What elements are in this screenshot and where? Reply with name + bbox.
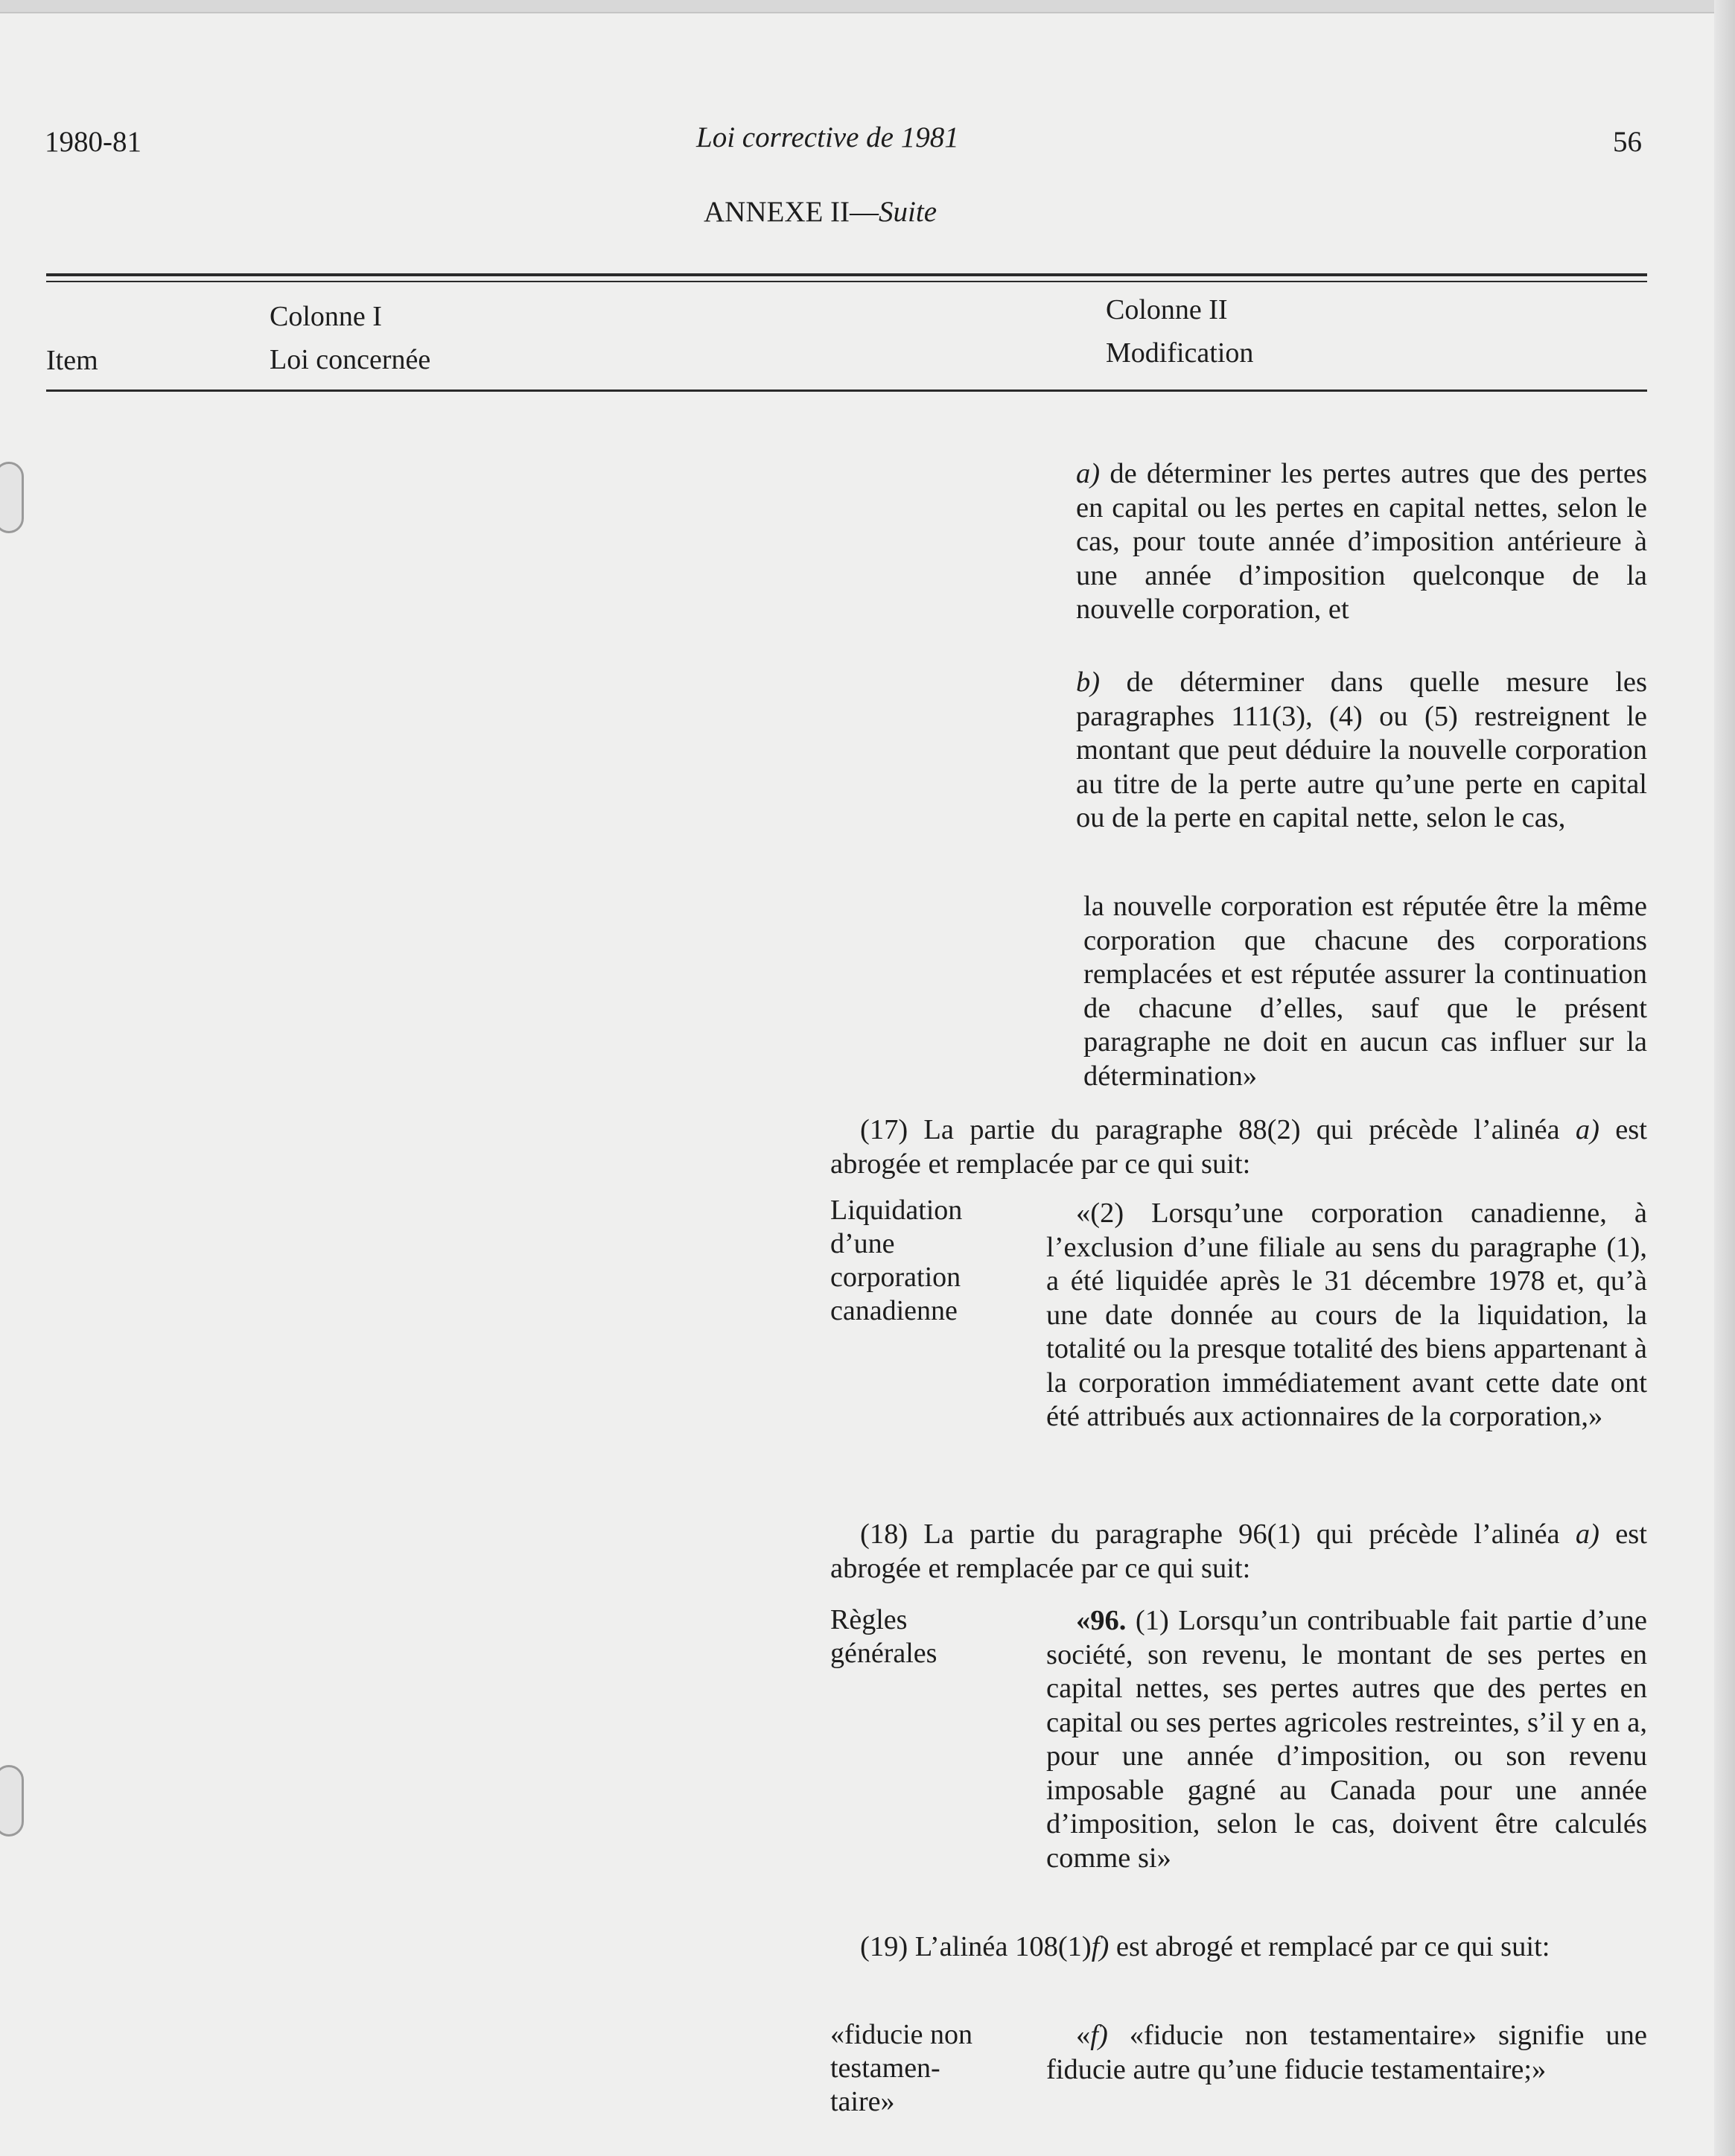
- paragraph-a-text: de déterminer les pertes autres que des pertes en capital ou les pertes en capital nettes, selon le cas, pour toute année d’imposition antérieure à une année d’imposition quelconque de la nouvelle corporation, et: [1076, 458, 1647, 625]
- column-2-subtitle: Modification: [1106, 337, 1254, 369]
- item-18-section-number: «96.: [1076, 1605, 1127, 1636]
- marginal-note-line: testamen-: [830, 2052, 940, 2084]
- marginal-note-line: Liquidation: [830, 1195, 963, 1226]
- table-header-bottom-rule: [46, 389, 1647, 392]
- column-1-title: Colonne I: [270, 301, 382, 332]
- item-19-provision: «fiducie non testamentaire» signifie une fiducie autre qu’une fiducie testamentaire;»: [1046, 2020, 1647, 2085]
- item-19-marker: f): [1090, 2020, 1108, 2051]
- column-1-subtitle: Loi concernée: [270, 344, 431, 375]
- marginal-note-line: «fiducie non: [830, 2019, 973, 2050]
- column-item-heading: Item: [46, 345, 98, 376]
- item-17-intro-end: est abrogée et remplacée par ce qui suit:: [830, 1114, 1647, 1180]
- paragraph-b: [1076, 666, 1647, 836]
- header-year: 1980-81: [45, 126, 141, 158]
- paragraph-b-text: de déterminer dans quelle mesure les paragraphes 111(3), (4) ou (5) restreignent le montant que peut déduire la nouvelle corporation au titre de la perte autre qu’une perte en capital ou de la perte en capital nette, selon le cas,: [1076, 667, 1647, 833]
- table-top-rule: [46, 273, 1647, 276]
- item-19-marginal-note: [830, 2018, 994, 2119]
- item-19-intro-marker: f): [1091, 1931, 1110, 1962]
- annex-title: [704, 195, 937, 229]
- binder-hole-bottom: [0, 1765, 24, 1837]
- column-2-title: Colonne II: [1106, 294, 1228, 325]
- item-18-intro-marker: a): [1575, 1519, 1599, 1550]
- item-19-intro: [830, 1930, 1647, 1965]
- annex-suffix: Suite: [879, 196, 937, 228]
- marginal-note-line: d’une: [830, 1228, 895, 1259]
- marginal-note-line: corporation: [830, 1262, 961, 1293]
- marginal-note-line: taire»: [830, 2086, 895, 2117]
- item-17-text: [1046, 1197, 1647, 1434]
- item-17-intro-marker: a): [1575, 1114, 1599, 1145]
- item-18-text: [1046, 1604, 1647, 1875]
- item-18-intro: [830, 1518, 1647, 1586]
- item-18-intro-end: est abrogée et remplacée par ce qui suit:: [830, 1519, 1647, 1584]
- item-18-marginal-note: [830, 1603, 994, 1670]
- marginal-note-line: générales: [830, 1638, 937, 1669]
- item-18-intro-text: (18) La partie du paragraphe 96(1) qui précède l’alinéa: [860, 1519, 1576, 1550]
- annex-label: ANNEXE II—: [704, 196, 879, 228]
- item-17-marginal-note: [830, 1194, 994, 1328]
- paragraph-b-marker: b): [1076, 667, 1101, 698]
- table-top-rule-thin: [46, 281, 1647, 282]
- paragraph-a: [1076, 457, 1647, 627]
- item-19-intro-text: (19) L’alinéa 108(1): [860, 1931, 1092, 1962]
- page-top-edge: [0, 0, 1735, 13]
- item-19-open-quote: «: [1076, 2020, 1091, 2051]
- item-17-intro-text: (17) La partie du paragraphe 88(2) qui précède l’alinéa: [860, 1114, 1576, 1145]
- paragraph-a-marker: a): [1076, 458, 1101, 489]
- header-title: Loi corrective de 1981: [696, 121, 959, 153]
- column-1-heading: [270, 295, 430, 381]
- page-right-edge: [1714, 0, 1735, 2156]
- item-18-provision: (1) Lorsqu’un contribuable fait partie d’une société, son revenu, le montant de ses pertes en capital nettes, ses pertes autres que des pertes en capital ou ses pertes agricoles restreintes, s’il y en a, pour une année d’imposition, ou son revenu imposable gagné au Canada pour une année d’imposition, selon le cas, doivent être calculés comme si»: [1046, 1605, 1647, 1874]
- item-19-text: [1046, 2019, 1647, 2087]
- item-19-intro-end: est abrogé et remplacé par ce qui suit:: [1109, 1931, 1550, 1962]
- item-17-provision: «(2) Lorsqu’une corporation canadienne, à l’exclusion d’une filiale au sens du paragraphe (1), a été liquidée après le 31 décembre 1978 et, qu’à une date donnée au cours de la liquidation, la totalité ou la presque totalité des biens appartenant à la corporation immédiatement avant cette date ont été attribués aux actionnaires de la corporation,»: [1046, 1198, 1647, 1432]
- binder-hole-top: [0, 462, 24, 533]
- column-2-heading: [1106, 288, 1253, 375]
- closing-paragraph: la nouvelle corporation est réputée être la même corporation que chacune des corporations remplacées et est réputée assurer la continuation de chacune d’elles, sauf que le présent paragraphe ne doit en aucun cas influer sur la détermination»: [1083, 891, 1647, 1092]
- item-17-intro: [830, 1113, 1647, 1181]
- marginal-note-line: Règles: [830, 1604, 908, 1635]
- marginal-note-line: canadienne: [830, 1295, 958, 1326]
- page-number: 56: [1613, 126, 1642, 158]
